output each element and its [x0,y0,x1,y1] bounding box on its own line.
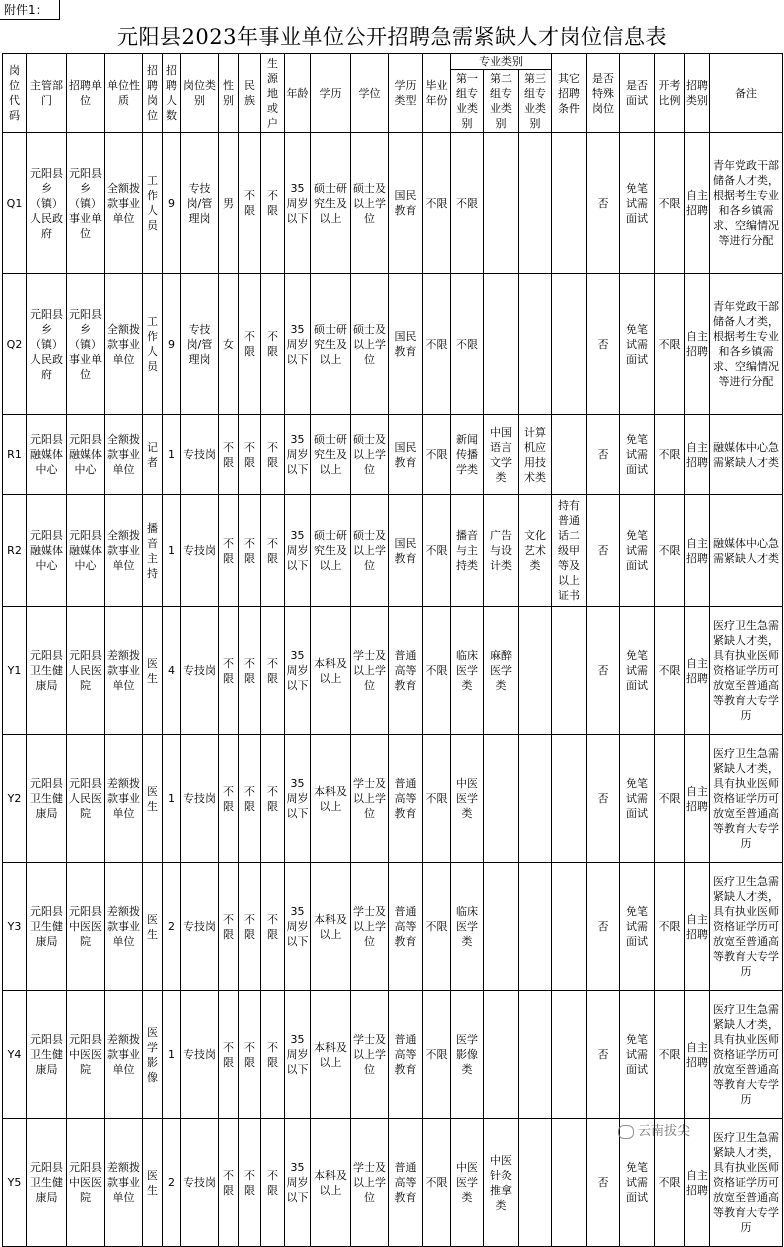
cell-age: 35周岁以下 [285,495,311,607]
cell-code: Y5 [3,1119,27,1247]
header-dept: 主管部门 [27,54,67,133]
cell-edu: 硕士研究生及以上 [311,495,351,607]
cell-m2: 麻醉医学类 [484,607,519,735]
cell-age: 35周岁以下 [285,863,311,991]
cell-dept: 元阳县卫生健康局 [27,1119,67,1247]
cell-special: 否 [587,274,620,415]
cell-origin: 不限 [261,495,285,607]
cell-degree: 学士及以上学位 [351,863,389,991]
cell-gender: 女 [219,274,239,415]
cell-ethnic: 不限 [239,133,261,274]
cell-m2: 广告与设计类 [484,495,519,607]
header-edutype: 学历类型 [389,54,423,133]
cell-m1: 临床医学类 [451,863,484,991]
cell-count: 4 [163,607,181,735]
cell-edutype: 普通高等教育 [389,991,423,1119]
cell-dept: 元阳县融媒体中心 [27,415,67,495]
cell-special: 否 [587,415,620,495]
cell-edutype: 普通高等教育 [389,607,423,735]
cell-m3 [519,1119,552,1247]
cell-type: 专技岗 [181,607,219,735]
cell-m3 [519,607,552,735]
cell-dept: 元阳县卫生健康局 [27,991,67,1119]
cell-nature: 全额拨款事业单位 [105,415,143,495]
page-title: 元阳县2023年事业单位公开招聘急需紧缺人才岗位信息表 [117,25,667,49]
table-body [3,133,783,1247]
header-ratio: 开考比例 [655,54,685,133]
cell-gender: 不限 [219,495,239,607]
cell-age: 35周岁以下 [285,274,311,415]
cell-nature: 差额拨款事业单位 [105,735,143,863]
cell-post: 医生 [143,735,163,863]
cell-type: 专技岗 [181,735,219,863]
cell-other [552,607,587,735]
cell-recruit: 自主招聘 [685,1119,710,1247]
cell-note: 医疗卫生急需紧缺人才类，具有执业医师资格证学历可放宽至普通高等教育大专学历 [710,1119,783,1247]
header-major-2: 第二组专业类别 [484,70,519,133]
watermark-text: 云南拔尖 [638,1124,691,1139]
header-gender: 性别 [219,54,239,133]
attachment-label: 附件1： [0,0,60,20]
cell-special: 否 [587,607,620,735]
cell-unit: 元阳县融媒体中心 [67,415,105,495]
cell-unit: 元阳县乡（镇）事业单位 [67,133,105,274]
positions-table [2,53,783,1247]
cell-gradyear: 不限 [423,133,451,274]
cell-post: 医生 [143,607,163,735]
cell-ratio: 不限 [655,415,685,495]
cell-code: Q1 [3,133,27,274]
header-ethnic: 民族 [239,54,261,133]
cell-special: 否 [587,495,620,607]
cell-edutype: 普通高等教育 [389,863,423,991]
header-edu: 学历 [311,54,351,133]
cell-degree: 硕士及以上学位 [351,415,389,495]
cell-ratio: 不限 [655,133,685,274]
cell-gradyear: 不限 [423,607,451,735]
cell-origin: 不限 [261,1119,285,1247]
cell-m2: 中国语言文学类 [484,415,519,495]
cell-special: 否 [587,1119,620,1247]
cell-nature: 差额拨款事业单位 [105,991,143,1119]
cell-count: 1 [163,991,181,1119]
table-row [3,274,783,415]
cell-dept: 元阳县卫生健康局 [27,863,67,991]
cell-degree: 学士及以上学位 [351,991,389,1119]
cell-age: 35周岁以下 [285,415,311,495]
cell-nature: 差额拨款事业单位 [105,863,143,991]
cell-type: 专技岗 [181,415,219,495]
cell-post: 医生 [143,1119,163,1247]
cell-other: 持有普通话二级甲等及以上证书 [552,495,587,607]
cell-ethnic: 不限 [239,991,261,1119]
cell-edutype: 国民教育 [389,274,423,415]
cell-ethnic: 不限 [239,863,261,991]
cell-edutype: 国民教育 [389,495,423,607]
cell-recruit: 自主招聘 [685,735,710,863]
cell-origin: 不限 [261,607,285,735]
cell-age: 35周岁以下 [285,607,311,735]
cell-gradyear: 不限 [423,1119,451,1247]
cell-m2 [484,991,519,1119]
cell-code: Y2 [3,735,27,863]
cell-interview: 免笔试需面试 [620,1119,655,1247]
table-row [3,735,783,863]
cell-m1: 不限 [451,133,484,274]
cell-gradyear: 不限 [423,495,451,607]
cell-interview: 免笔试需面试 [620,495,655,607]
cell-origin: 不限 [261,274,285,415]
cell-special: 否 [587,863,620,991]
cell-degree: 学士及以上学位 [351,607,389,735]
cell-gradyear: 不限 [423,863,451,991]
cell-ratio: 不限 [655,1119,685,1247]
cell-nature: 差额拨款事业单位 [105,1119,143,1247]
cell-ratio: 不限 [655,735,685,863]
cell-code: R2 [3,495,27,607]
cell-count: 1 [163,495,181,607]
cell-code: Q2 [3,274,27,415]
cell-unit: 元阳县中医医院 [67,863,105,991]
cell-m3: 文化艺术类 [519,495,552,607]
cell-code: Y4 [3,991,27,1119]
cell-other [552,991,587,1119]
cell-unit: 元阳县乡（镇）事业单位 [67,274,105,415]
cell-gender: 不限 [219,607,239,735]
cell-gender: 不限 [219,991,239,1119]
cell-code: Y1 [3,607,27,735]
watermark [618,1120,690,1139]
cell-recruit: 自主招聘 [685,133,710,274]
header-row-1 [3,54,783,70]
cell-m2 [484,735,519,863]
cell-nature: 全额拨款事业单位 [105,133,143,274]
cell-interview: 免笔试需面试 [620,863,655,991]
header-other: 其它招聘条件 [552,54,587,133]
cell-post: 医学影像 [143,991,163,1119]
cell-m2 [484,274,519,415]
cell-origin: 不限 [261,863,285,991]
cell-origin: 不限 [261,415,285,495]
cell-edutype: 普通高等教育 [389,735,423,863]
cell-m1: 不限 [451,274,484,415]
table-row [3,133,783,274]
header-count: 招聘人数 [163,54,181,133]
cell-dept: 元阳县乡（镇）人民政府 [27,274,67,415]
cell-note: 融媒体中心急需紧缺人才类 [710,495,783,607]
cell-edu: 本科及以上 [311,1119,351,1247]
cell-ethnic: 不限 [239,274,261,415]
cell-note: 医疗卫生急需紧缺人才类，具有执业医师资格证学历可放宽至普通高等教育大专学历 [710,991,783,1119]
header-origin: 生源地或户 [261,54,285,133]
cell-edu: 硕士研究生及以上 [311,415,351,495]
header-nature: 单位性质 [105,54,143,133]
cell-post: 记者 [143,415,163,495]
cell-edutype: 普通高等教育 [389,1119,423,1247]
header-recruit: 招聘类别 [685,54,710,133]
cell-edu: 本科及以上 [311,991,351,1119]
cell-interview: 免笔试需面试 [620,274,655,415]
cell-post: 医生 [143,863,163,991]
cell-unit: 元阳县人民医院 [67,735,105,863]
cell-dept: 元阳县融媒体中心 [27,495,67,607]
cell-type: 专技岗 [181,1119,219,1247]
cell-m2 [484,863,519,991]
cell-ratio: 不限 [655,274,685,415]
cell-unit: 元阳县中医医院 [67,991,105,1119]
cell-special: 否 [587,991,620,1119]
cell-recruit: 自主招聘 [685,495,710,607]
cell-count: 2 [163,1119,181,1247]
header-degree: 学位 [351,54,389,133]
header-special: 是否特殊岗位 [587,54,620,133]
cell-m3 [519,735,552,863]
cell-m3 [519,133,552,274]
cell-code: Y3 [3,863,27,991]
cell-count: 2 [163,863,181,991]
cell-ethnic: 不限 [239,1119,261,1247]
cell-ratio: 不限 [655,607,685,735]
cell-m3: 计算机应用技术类 [519,415,552,495]
cell-m1: 播音与主持类 [451,495,484,607]
cell-post: 工作人员 [143,274,163,415]
cell-type: 专技岗/管理岗 [181,133,219,274]
cell-ethnic: 不限 [239,607,261,735]
cell-age: 35周岁以下 [285,133,311,274]
cell-recruit: 自主招聘 [685,274,710,415]
cell-interview: 免笔试需面试 [620,415,655,495]
cell-interview: 免笔试需面试 [620,735,655,863]
cell-note: 融媒体中心急需紧缺人才类 [710,415,783,495]
cell-other [552,1119,587,1247]
cell-gender: 男 [219,133,239,274]
cell-nature: 全额拨款事业单位 [105,495,143,607]
cell-origin: 不限 [261,735,285,863]
cell-dept: 元阳县卫生健康局 [27,735,67,863]
cell-m1: 中医医学类 [451,735,484,863]
cell-recruit: 自主招聘 [685,607,710,735]
cell-edutype: 国民教育 [389,415,423,495]
cell-recruit: 自主招聘 [685,863,710,991]
table-row [3,863,783,991]
cell-unit: 元阳县人民医院 [67,607,105,735]
cell-interview: 免笔试需面试 [620,133,655,274]
cell-edu: 硕士研究生及以上 [311,133,351,274]
cell-edu: 本科及以上 [311,735,351,863]
cell-edu: 硕士研究生及以上 [311,274,351,415]
header-unit: 招聘单位 [67,54,105,133]
cell-edu: 本科及以上 [311,607,351,735]
header-code: 岗位代码 [3,54,27,133]
cell-degree: 学士及以上学位 [351,1119,389,1247]
cell-unit: 元阳县中医医院 [67,1119,105,1247]
cell-gradyear: 不限 [423,415,451,495]
cell-gender: 不限 [219,863,239,991]
cell-age: 35周岁以下 [285,735,311,863]
cell-ethnic: 不限 [239,495,261,607]
cell-count: 9 [163,274,181,415]
table-row [3,415,783,495]
cell-m1: 中医医学类 [451,1119,484,1247]
cell-m1: 医学影像类 [451,991,484,1119]
header-major-1: 第一组专业类别 [451,70,484,133]
cell-age: 35周岁以下 [285,1119,311,1247]
cell-note: 医疗卫生急需紧缺人才类，具有执业医师资格证学历可放宽至普通高等教育大专学历 [710,735,783,863]
cell-dept: 元阳县乡（镇）人民政府 [27,133,67,274]
cell-recruit: 自主招聘 [685,415,710,495]
cell-other [552,133,587,274]
wechat-icon [618,1125,634,1139]
cell-gradyear: 不限 [423,735,451,863]
cell-type: 专技岗 [181,863,219,991]
cell-age: 35周岁以下 [285,991,311,1119]
cell-origin: 不限 [261,991,285,1119]
cell-m3 [519,274,552,415]
cell-ratio: 不限 [655,991,685,1119]
cell-edu: 本科及以上 [311,863,351,991]
cell-edutype: 国民教育 [389,133,423,274]
cell-origin: 不限 [261,133,285,274]
cell-gradyear: 不限 [423,274,451,415]
cell-degree: 硕士及以上学位 [351,495,389,607]
header-major-group: 专业类别 [451,54,552,70]
cell-gender: 不限 [219,735,239,863]
cell-gender: 不限 [219,415,239,495]
table-row [3,607,783,735]
cell-recruit: 自主招聘 [685,991,710,1119]
cell-note: 青年党政干部储备人才类，根据考生专业和各乡镇需求、空编情况等进行分配 [710,274,783,415]
cell-type: 专技岗 [181,495,219,607]
cell-note: 医疗卫生急需紧缺人才类，具有执业医师资格证学历可放宽至普通高等教育大专学历 [710,863,783,991]
cell-interview: 免笔试需面试 [620,607,655,735]
header-note: 备注 [710,54,783,133]
cell-m2 [484,133,519,274]
cell-other [552,274,587,415]
header-type: 岗位类别 [181,54,219,133]
cell-nature: 全额拨款事业单位 [105,274,143,415]
cell-post: 播音主持 [143,495,163,607]
cell-other [552,863,587,991]
cell-unit: 元阳县融媒体中心 [67,495,105,607]
cell-type: 专技岗 [181,991,219,1119]
cell-other [552,735,587,863]
cell-ethnic: 不限 [239,735,261,863]
cell-note: 青年党政干部储备人才类，根据考生专业和各乡镇需求、空编情况等进行分配 [710,133,783,274]
cell-ratio: 不限 [655,863,685,991]
cell-interview: 免笔试需面试 [620,991,655,1119]
cell-nature: 差额拨款事业单位 [105,607,143,735]
cell-m3 [519,991,552,1119]
cell-gradyear: 不限 [423,991,451,1119]
header-interview: 是否面试 [620,54,655,133]
cell-gender: 不限 [219,1119,239,1247]
cell-post: 工作人员 [143,133,163,274]
cell-count: 9 [163,133,181,274]
header-gradyear: 毕业年份 [423,54,451,133]
cell-special: 否 [587,133,620,274]
cell-m1: 新闻传播学类 [451,415,484,495]
cell-count: 1 [163,735,181,863]
cell-ratio: 不限 [655,495,685,607]
cell-m1: 临床医学类 [451,607,484,735]
cell-note: 医疗卫生急需紧缺人才类，具有执业医师资格证学历可放宽至普通高等教育大专学历 [710,607,783,735]
cell-other [552,415,587,495]
table-row [3,495,783,607]
cell-degree: 学士及以上学位 [351,735,389,863]
cell-special: 否 [587,735,620,863]
cell-m2: 中医针灸推拿类 [484,1119,519,1247]
cell-dept: 元阳县卫生健康局 [27,607,67,735]
cell-ethnic: 不限 [239,415,261,495]
header-post: 招聘岗位 [143,54,163,133]
cell-type: 专技岗/管理岗 [181,274,219,415]
cell-code: R1 [3,415,27,495]
header-age: 年龄 [285,54,311,133]
header-major-3: 第三组专业类别 [519,70,552,133]
table-row [3,991,783,1119]
cell-m3 [519,863,552,991]
cell-degree: 硕士及以上学位 [351,133,389,274]
cell-degree: 硕士及以上学位 [351,274,389,415]
cell-count: 1 [163,415,181,495]
